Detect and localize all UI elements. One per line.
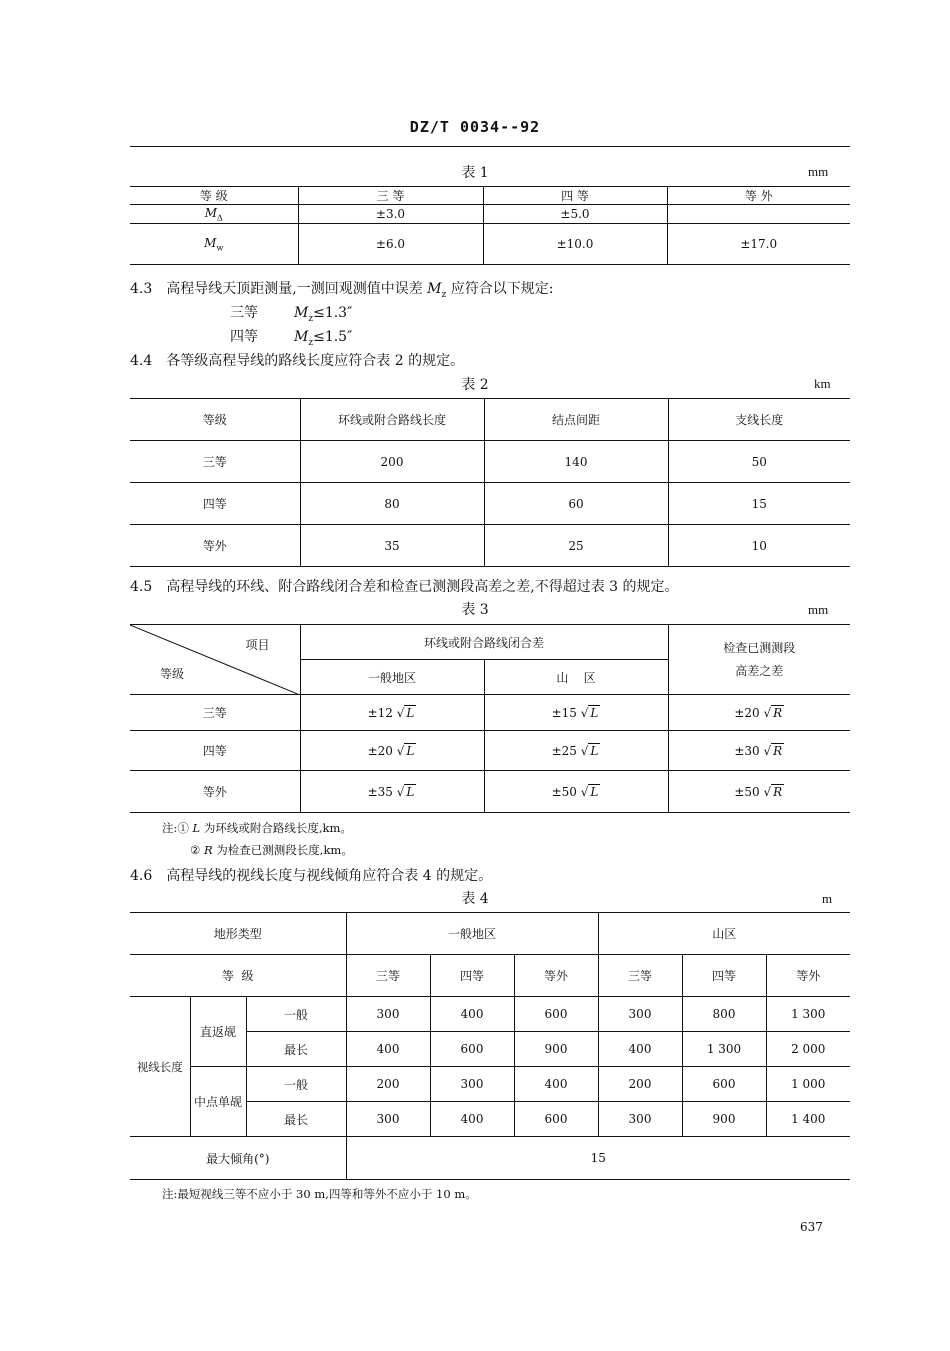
table4-cell: 600 — [430, 1032, 514, 1067]
table4-cell: 400 — [430, 997, 514, 1032]
table2-cell: 10 — [668, 525, 850, 567]
table3-unit: mm — [808, 602, 829, 617]
table4-grade: 等外 — [514, 955, 598, 997]
table2-cell: 35 — [300, 525, 484, 567]
table2-cell: 等外 — [130, 525, 300, 567]
table4-cell: 1 300 — [682, 1032, 766, 1067]
header-rule — [130, 146, 850, 147]
table4-max-angle-value: 15 — [346, 1137, 850, 1180]
table2 — [130, 398, 850, 567]
table1-header-fourth: 四 等 — [483, 187, 667, 205]
table1-header-third: 三 等 — [298, 187, 483, 205]
table3-group-header: 环线或附合路线闭合差 — [300, 625, 668, 660]
table4 — [130, 912, 850, 1180]
table2-header: 支线长度 — [668, 399, 850, 441]
table4-cell: 600 — [682, 1067, 766, 1102]
table1-cell — [667, 205, 850, 224]
table1-cell: ±3.0 — [298, 205, 483, 224]
table1-header-outside: 等 外 — [667, 187, 850, 205]
table3-note-2: ② R 为检查已测测段长度,km。 — [190, 843, 353, 857]
table4-grade-label: 等 级 — [130, 955, 346, 997]
table2-cell: 200 — [300, 441, 484, 483]
table4-terrain-label: 地形类型 — [130, 913, 346, 955]
table2-cell: 25 — [484, 525, 668, 567]
table4-cell: 900 — [514, 1032, 598, 1067]
table3-sub-header: 一般地区 — [300, 660, 484, 695]
section-4-3-item: 四等 $M_z\le 1.5''$ — [230, 329, 353, 348]
table4-cell: 400 — [598, 1032, 682, 1067]
table4-grade: 四等 — [682, 955, 766, 997]
table4-cell: 200 — [598, 1067, 682, 1102]
table4-caption: 表 4 — [461, 891, 489, 907]
table2-header: 环线或附合路线长度 — [300, 399, 484, 441]
table4-grade: 三等 — [598, 955, 682, 997]
table3-corner-cell — [130, 625, 300, 695]
table4-max-angle-label: 最大倾角(°) — [130, 1137, 346, 1180]
table1-header-grade: 等 级 — [130, 187, 298, 205]
table3-cell: ±25 √ L — [484, 731, 668, 771]
document-code: DZ/T 0034--92 — [409, 118, 541, 136]
table3-grade: 四等 — [130, 731, 300, 771]
table3-cell: ±12 √ L — [300, 695, 484, 731]
table1-cell: ±17.0 — [667, 224, 850, 265]
section-4-5: 4.5 高程导线的环线、附合路线闭合差和检查已测测段高差之差,不得超过表 3 的规定。 — [130, 579, 679, 595]
table1-cell: ±5.0 — [483, 205, 667, 224]
table3-check-header: 检查已测测段 高差之差 — [668, 625, 850, 695]
table4-method: 直返觇 — [190, 997, 246, 1067]
table3-cell: ±15 √ L — [484, 695, 668, 731]
table3-grade: 三等 — [130, 695, 300, 731]
table4-cell: 2 000 — [766, 1032, 850, 1067]
table4-terrain-mountain: 山区 — [598, 913, 850, 955]
section-4-4: 4.4 各等级高程导线的路线长度应符合表 2 的规定。 — [130, 353, 465, 369]
table4-cell: 200 — [346, 1067, 430, 1102]
table3-grade: 等外 — [130, 771, 300, 813]
table3-corner-top: 项目 — [245, 638, 270, 652]
table2-unit: km — [814, 376, 831, 391]
table3-cell: ±20 √ R — [668, 695, 850, 731]
table4-grade: 三等 — [346, 955, 430, 997]
table4-note: 注:最短视线三等不应小于 30 m,四等和等外不应小于 10 m。 — [162, 1187, 477, 1201]
section-4-3-item: 三等 $M_z\le 1.3''$ — [230, 305, 353, 324]
table4-kind: 一般 — [246, 997, 346, 1032]
table3-cell: ±50 √ L — [484, 771, 668, 813]
table4-cell: 1 000 — [766, 1067, 850, 1102]
table4-sight-label: 视线长度 — [130, 997, 190, 1137]
table3-sub-header: 山 区 — [484, 660, 668, 695]
table4-grade: 等外 — [766, 955, 850, 997]
table4-cell: 300 — [346, 997, 430, 1032]
table4-kind: 最长 — [246, 1102, 346, 1137]
table4-cell: 400 — [430, 1102, 514, 1137]
table2-cell: 15 — [668, 483, 850, 525]
table4-cell: 1 400 — [766, 1102, 850, 1137]
table4-terrain-general: 一般地区 — [346, 913, 598, 955]
table2-header: 结点间距 — [484, 399, 668, 441]
table3-cell: ±50 √ R — [668, 771, 850, 813]
table3-note-1: 注:① L 为环线或附合路线长度,km。 — [162, 821, 352, 835]
table4-cell: 300 — [430, 1067, 514, 1102]
table3-corner-diagonal — [130, 625, 300, 695]
table2-header: 等级 — [130, 399, 300, 441]
table4-cell: 400 — [514, 1067, 598, 1102]
table3-corner-bottom: 等级 — [160, 667, 185, 681]
table3-cell: ±35 √ L — [300, 771, 484, 813]
table2-cell: 三等 — [130, 441, 300, 483]
table4-cell: 600 — [514, 997, 598, 1032]
table4-cell: 400 — [346, 1032, 430, 1067]
table4-cell: 300 — [346, 1102, 430, 1137]
table1-unit: mm — [808, 164, 829, 179]
table4-unit: m — [822, 891, 833, 906]
table1-caption: 表 1 — [461, 165, 489, 181]
table1-cell: ±6.0 — [298, 224, 483, 265]
table4-cell: 900 — [682, 1102, 766, 1137]
table3 — [130, 624, 850, 813]
table1-cell: ±10.0 — [483, 224, 667, 265]
table2-cell: 140 — [484, 441, 668, 483]
table2-cell: 80 — [300, 483, 484, 525]
table3-cell: ±20 √ L — [300, 731, 484, 771]
table1-row-label: $M_\Delta$ — [130, 205, 298, 224]
table1 — [130, 186, 850, 265]
table3-caption: 表 3 — [461, 602, 489, 618]
table2-cell: 60 — [484, 483, 668, 525]
table3-cell: ±30 √ R — [668, 731, 850, 771]
table4-kind: 最长 — [246, 1032, 346, 1067]
page-number: 637 — [800, 1220, 823, 1234]
table4-cell: 300 — [598, 1102, 682, 1137]
table4-cell: 600 — [514, 1102, 598, 1137]
table4-method: 中点单觇 — [190, 1067, 246, 1137]
table1-row-label: $M_w$ — [204, 235, 224, 253]
table2-cell: 四等 — [130, 483, 300, 525]
table2-caption: 表 2 — [461, 377, 489, 393]
table4-cell: 1 300 — [766, 997, 850, 1032]
table4-kind: 一般 — [246, 1067, 346, 1102]
table4-cell: 300 — [598, 997, 682, 1032]
section-4-6: 4.6 高程导线的视线长度与视线倾角应符合表 4 的规定。 — [130, 868, 493, 884]
table2-cell: 50 — [668, 441, 850, 483]
table4-grade: 四等 — [430, 955, 514, 997]
section-4-3: 4.3 高程导线天顶距测量,一测回观测值中误差 $M_z$ 应符合以下规定: — [130, 281, 554, 300]
table4-cell: 800 — [682, 997, 766, 1032]
